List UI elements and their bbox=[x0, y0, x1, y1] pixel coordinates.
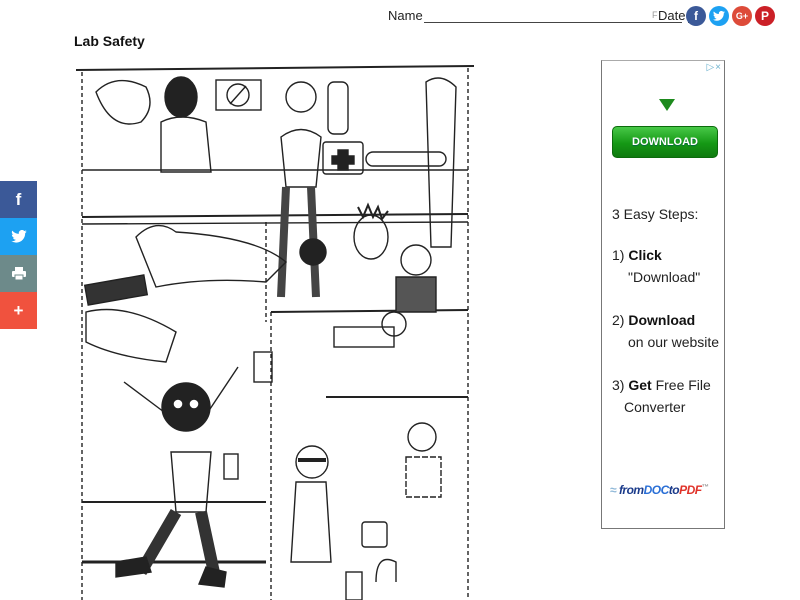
pinterest-share-button[interactable] bbox=[755, 6, 775, 26]
page-title: Lab Safety bbox=[74, 33, 145, 49]
ad-step-3 bbox=[612, 374, 711, 418]
lab-safety-illustration bbox=[76, 62, 474, 600]
advertisement-panel bbox=[601, 60, 725, 529]
side-facebook-button[interactable] bbox=[0, 181, 37, 218]
facebook-icon: f bbox=[15, 189, 22, 209]
step-number: 2) bbox=[612, 312, 625, 328]
twitter-icon bbox=[713, 11, 725, 21]
lab-scene-drawing bbox=[76, 62, 474, 600]
name-label: Name bbox=[388, 8, 423, 23]
google-plus-icon: G+ bbox=[735, 11, 749, 21]
step-rest: Free File bbox=[651, 377, 711, 393]
step-detail: on our website bbox=[628, 334, 720, 350]
step-number: 3) bbox=[612, 377, 625, 393]
share-bar-top bbox=[686, 6, 775, 26]
step-action: Click bbox=[628, 247, 662, 263]
facebook-share-button[interactable] bbox=[686, 6, 706, 26]
date-label: Date bbox=[658, 8, 686, 23]
name-underline bbox=[424, 22, 682, 23]
step-number: 1) bbox=[612, 247, 625, 263]
step-detail: Converter bbox=[624, 399, 686, 415]
side-print-button[interactable] bbox=[0, 255, 37, 292]
facebook-icon: f bbox=[694, 9, 698, 23]
step-action: Download bbox=[628, 312, 696, 328]
f-mark: F bbox=[652, 10, 658, 20]
side-share-bar bbox=[0, 181, 37, 329]
step-detail: "Download" bbox=[628, 269, 701, 285]
print-icon bbox=[12, 267, 26, 280]
ad-choices-icon[interactable]: ▷× bbox=[706, 62, 722, 73]
plus-icon: + bbox=[13, 300, 24, 320]
ad-step-2 bbox=[612, 309, 719, 353]
side-more-button[interactable] bbox=[0, 292, 37, 329]
logo-doc: DOC bbox=[643, 483, 669, 497]
fromdoctopdf-logo[interactable] bbox=[610, 483, 708, 497]
ad-step-1 bbox=[612, 244, 700, 288]
twitter-share-button[interactable] bbox=[709, 6, 729, 26]
logo-pdf: PDF bbox=[679, 483, 702, 497]
logo-tm: ™ bbox=[701, 484, 709, 491]
ad-download-button[interactable]: DOWNLOAD bbox=[612, 126, 718, 158]
down-arrow-icon bbox=[659, 99, 675, 111]
side-twitter-button[interactable] bbox=[0, 218, 37, 255]
twitter-icon bbox=[11, 230, 27, 243]
ad-steps-title: 3 Easy Steps: bbox=[612, 206, 699, 222]
logo-to: to bbox=[668, 483, 680, 497]
logo-swoosh-icon: ≈ bbox=[610, 483, 617, 497]
pinterest-icon: P bbox=[760, 9, 769, 23]
logo-from: from bbox=[618, 483, 644, 497]
step-action: Get bbox=[628, 377, 652, 393]
google-plus-share-button[interactable] bbox=[732, 6, 752, 26]
